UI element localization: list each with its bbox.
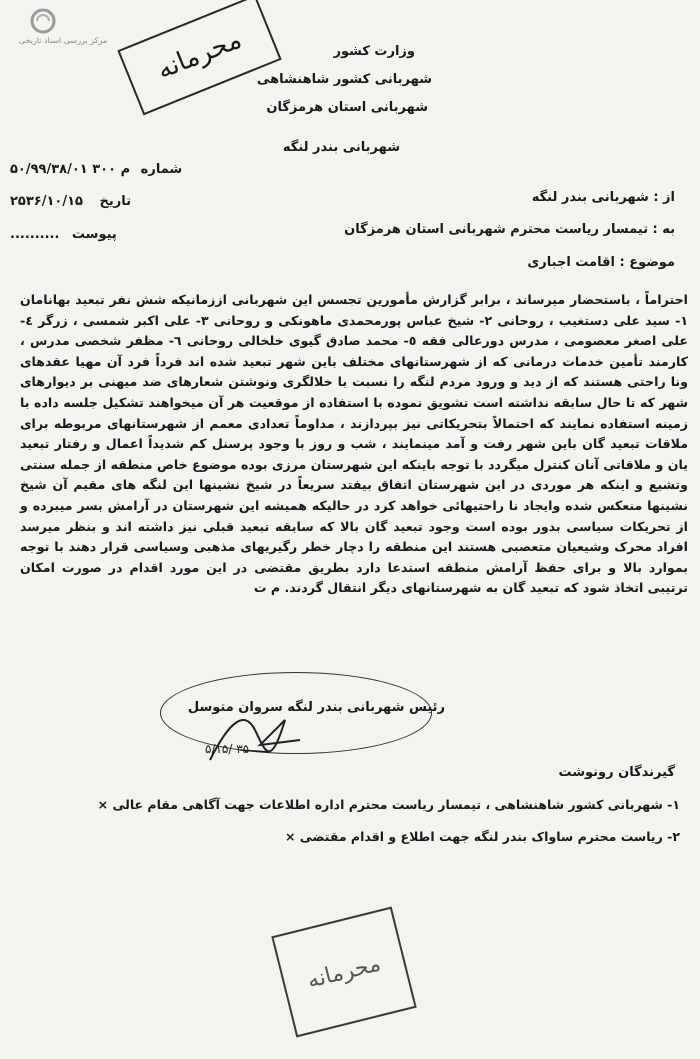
letter-date	[10, 194, 131, 209]
archive-logo-text: مرکز بررسی اسناد تاریخی	[18, 36, 108, 45]
confidential-stamp-bottom: محرمانه	[271, 907, 416, 1038]
letter-number	[10, 162, 182, 177]
header-ministry: وزارت کشور	[333, 44, 415, 59]
archive-logo	[8, 6, 118, 52]
routing-to: به : تیمسار ریاست محترم شهربانی استان هرمزگان	[344, 222, 675, 237]
archive-emblem-icon	[30, 8, 56, 34]
letter-number-value: ۵۰/۹۹/۳۸/۰۱ م ۳۰۰	[10, 162, 131, 177]
letter-number-label: شماره	[140, 162, 183, 177]
routing-subject: موضوع : اقامت اجباری	[527, 255, 675, 270]
routing-from: از : شهربانی بندر لنگه	[531, 190, 675, 205]
header-police-country: شهربانی کشور شاهنشاهی	[257, 72, 432, 87]
letter-attachment-label: پیوست	[71, 227, 117, 242]
letter-body-paragraph: احتراماً ، باستحضار میرساند ، برابر گزارش مأمورین تجسس این شهربانی اززمانیکه شش نفر تبعید بهانامان ۱- سید علی دستغیب ، روحانی ۲- شیخ عباس پورمحمدی ماهونکی و روحانی ۳- علی اکبر شمسی ، زرگر ٤- علی اصغر معصومی ، مدرس دورعالی فقه ٥- محمد صادق گیوی خلخالی روحانی ٦- مظفر شخصی مدرس ، کارمند تأمین خدمات درمانی که از شهرستانهای مختلف باین شهر تبعید شده اند فرداً فرد آن مهیا عقدهای ونا راحتی هستند که از دید و ورود مردم لنگه را نسبت با خلالگری ونوشتن شعارهای ضد میهنی بر دیوارهای شهر که تا حال سابقه نداشته است تشویق نموده با استفاده از موقعیت هر آن میخواهند تشکیل جلسه داده با زمینه استفاده نمایند که احتمالاً بتحریکاتی نیز بپردازند ، مداوماً تعدادی معمم از شهرستانهای مربوطه برای ملاقات تبعید گان باین شهر رفت و آمد مینمایند ، شب و روز با وجود پرسنل کم شدیداً اعمال و رفتار تبعید یان و ملاقاتی آنان کنترل میگردد با توجه باینکه این شهرستان مرزی بوده موضوع خاص منطقه از جمله سنتی وتشیع و اینکه هر موردی در این شهرستان اتفاق بیفتد سریعاً در شیخ نشینها این لنگه های مقیم آن شیخ نشینها منعکس شده وایجاد نا راحتیهائی خواهد کرد در حالیکه همیشه این شهرستان در آرامش بسر میبرده و از تحریکات سیاسی بدور بوده است وجود تبعید گان بالا که سابقه تبعید قبلی نیز داشته اند و بنظر میرسد افراد محرک وشیعیان متعصبی هستند این منطقه را دچار خطر رگیریهای مذهبی وسیاسی قرار دهند با توجه بموارد بالا و برای حفظ آرامش منطقه استدعا دارد بطریق مقتضی در این مورد اقدام در صورت امکان ترتیبی اتخاذ شود که تبعید گان به شهرستانهای دیگر انتقال گردند. م ت	[20, 292, 688, 596]
header-police-province: شهربانی استان هرمزگان	[266, 100, 428, 115]
copies-item-2: ۲- ریاست محترم ساواک بندر لنگه جهت اطلاع و اقدام مقتضی ×	[284, 829, 680, 844]
letter-body	[20, 290, 688, 599]
signature-title: رئیس شهربانی بندر لنگه سروان متوسل	[187, 700, 445, 715]
letter-attachment-value: ..........	[10, 227, 60, 242]
letter-date-label: تاریخ	[99, 194, 132, 209]
copies-item-1: ۱- شهربانی کشور شاهنشاهی ، تیمسار ریاست محترم اداره اطلاعات جهت آگاهی مقام عالی ×	[97, 797, 680, 812]
letter-date-value: ۲۵۳۶/۱۰/۱۵	[10, 194, 83, 209]
header-police-city: شهربانی بندر لنگه	[282, 140, 400, 155]
signature-note: ۵/۱۵/ ۳۵	[205, 742, 250, 756]
handwritten-signature	[200, 700, 320, 770]
letter-attachment	[10, 227, 117, 242]
confidential-stamp: محرمانه	[117, 0, 281, 115]
copies-heading: گیرندگان رونوشت	[558, 765, 675, 780]
